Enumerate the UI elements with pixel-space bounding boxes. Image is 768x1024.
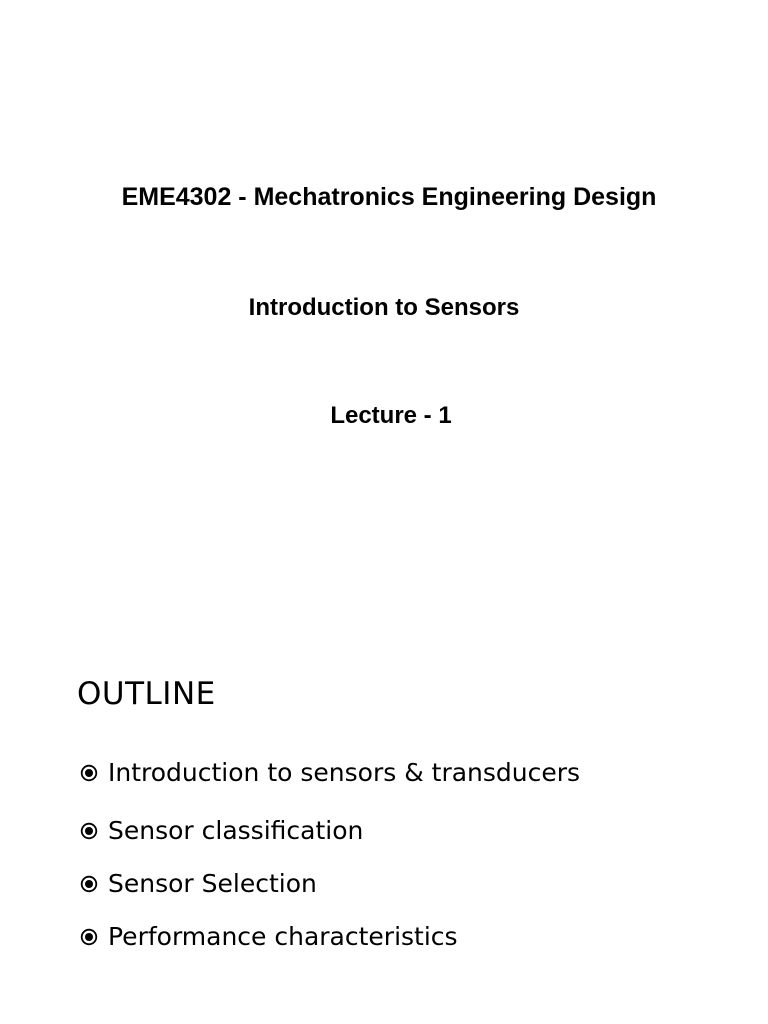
outline-item-label: Sensor Selection: [108, 869, 317, 898]
course-title: EME4302 - Mechatronics Engineering Design: [121, 183, 657, 211]
outline-item: [80, 756, 580, 790]
outline-heading: OUTLINE: [77, 676, 216, 712]
outline-item: [80, 867, 317, 901]
lecture-label: Lecture - 1: [330, 402, 452, 429]
circled-dot-bullet-icon: [80, 875, 98, 893]
outline-item-label: Introduction to sensors & transducers: [108, 758, 581, 787]
outline-item: [80, 920, 458, 954]
outline-slide: [0, 660, 768, 1024]
topic-title: Introduction to Sensors: [248, 294, 520, 321]
outline-item: [80, 814, 363, 848]
circled-dot-bullet-icon: [80, 764, 98, 782]
circled-dot-bullet-icon: [80, 822, 98, 840]
outline-item-label: Sensor classification: [108, 816, 364, 845]
circled-dot-bullet-icon: [80, 928, 98, 946]
outline-item-label: Performance characteristics: [108, 922, 458, 951]
